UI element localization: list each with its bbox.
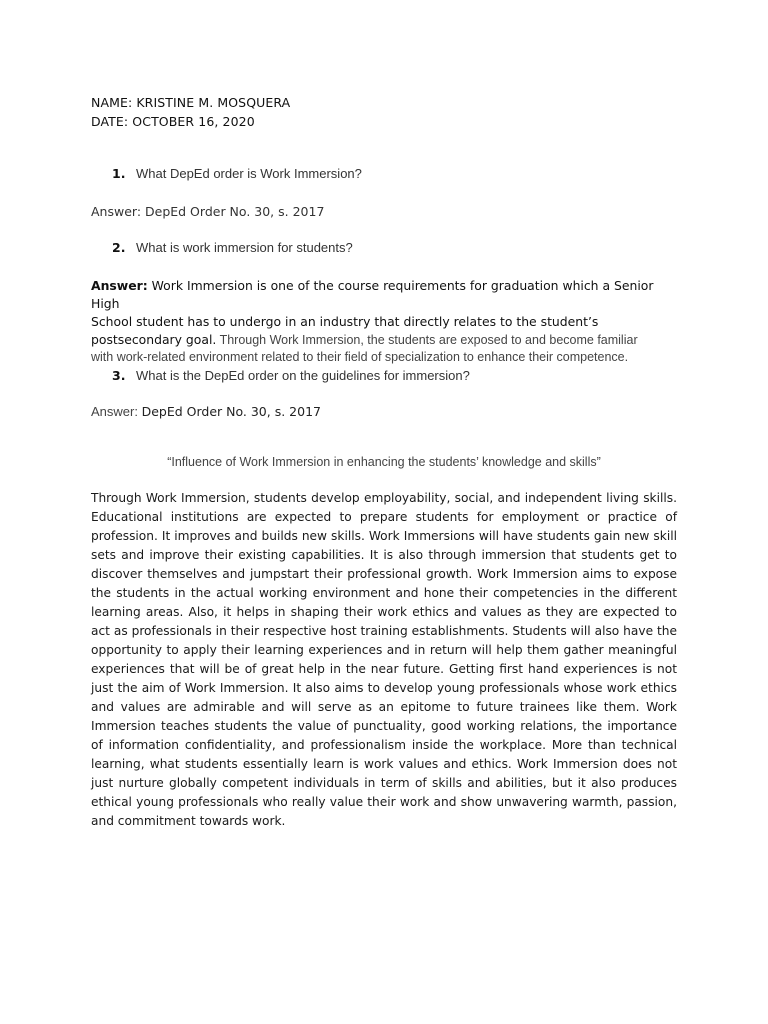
- essay-title: “Influence of Work Immersion in enhancing the students’ knowledge and skills”: [167, 455, 601, 469]
- answer-label: Answer:: [91, 404, 142, 419]
- answer-1: Answer: DepEd Order No. 30, s. 2017: [91, 204, 325, 219]
- question-number: 1.: [112, 166, 126, 181]
- answer-2-line-1: Work Immersion is one of the course requirements for graduation which a Senior High: [91, 278, 654, 311]
- answer-2-line-3: Through Work Immersion, the students are exposed to and become familiar: [216, 333, 638, 347]
- question-1: [112, 166, 362, 181]
- question-3: [112, 368, 470, 383]
- answer-2-bold-end: postsecondary goal.: [91, 332, 217, 347]
- essay-body: Through Work Immersion, students develop employability, social, and independent living skills. Educational institutions are expected to prepare students for employment or practice of profession. It improves and builds new skills. Work Immersions will have students gain new skill sets and improve their existing capabilities. It is also through immersion that students get to discover themselves and jumpstart their professional growth. Work Immersion aims to expose the students in the actual working environment and hone their competencies in the different learning areas. Also, it helps in shaping their work ethics and values as they are expected to act as professionals in their respective host training establishments. Students will also have the opportunity to apply their learning experiences and in return will help them gather meaningful experiences that will be of great help in the near future. Getting first hand experiences is not just the aim of Work Immersion. It also aims to develop young professionals whose work ethics and values are admirable and will serve as an epitome to future trainees like them. Work Immersion teaches students the value of punctuality, good working relations, the importance of information confidentiality, and professionalism inside the workplace. More than technical learning, what students essentially learn is work values and ethics. Work Immersion does not just nurture globally competent individuals in term of skills and abilities, but it also produces ethical young professionals who really value their work and show unwavering warmth, passion, and commitment towards work.: [91, 491, 677, 828]
- question-2: [112, 240, 353, 255]
- answer-label: Answer:: [91, 278, 148, 293]
- question-text: What is the DepEd order on the guidelines for immersion?: [136, 368, 470, 383]
- answer-2-line-4: with work-related environment related to their field of specialization to enhance their competence.: [91, 350, 629, 364]
- answer-2-line-2: School student has to undergo in an industry that directly relates to the student’s: [91, 314, 599, 329]
- question-text: What is work immersion for students?: [136, 240, 353, 255]
- date-line: DATE: OCTOBER 16, 2020: [91, 114, 255, 129]
- question-number: 3.: [112, 368, 126, 383]
- question-text: What DepEd order is Work Immersion?: [136, 166, 362, 181]
- question-number: 2.: [112, 240, 126, 255]
- student-name-line: NAME: KRISTINE M. MOSQUERA: [91, 95, 291, 110]
- answer-value: DepEd Order No. 30, s. 2017: [141, 404, 321, 419]
- answer-3: [91, 404, 321, 420]
- answer-2: [91, 277, 681, 366]
